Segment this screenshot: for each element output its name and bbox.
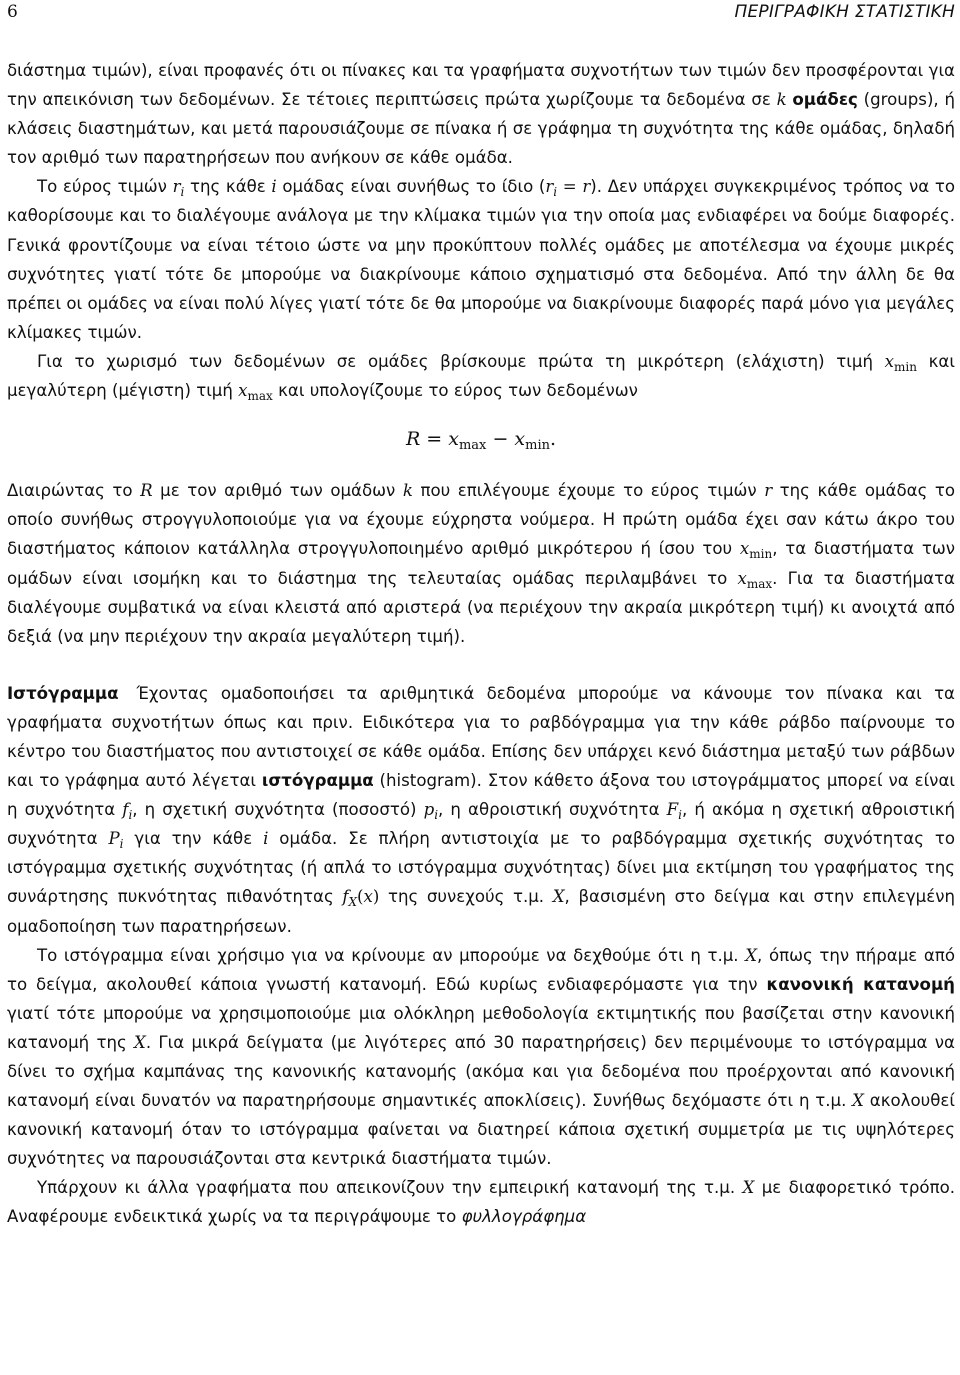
term-normal-distribution: κανονική κατανομή (766, 974, 955, 994)
page (7, 0, 955, 1232)
paragraph-histogram: Ιστόγραμμα Έχοντας ομαδοποιήσει τα αριθμητικά δεδομένα μπορούμε να κάνουμε τον πίνακα και τα γραφήματα συχνοτήτων όπως και πριν. Ειδικότερα για το ραβδόγραμμα για την κάθε ράβδο παίρνουμε το κέντρο του διαστήματος που αντιστοιχεί σε κάθε ομάδα. Επίσης δεν υπάρχει κενό διάστημα μεταξύ των ράβδων και το γράφημα αυτό λέγεται ιστόγραμμα (histogram). Στον κάθετο άξονα του ιστογράμματος μπορεί να είναι η συχνότητα $f_i$, η σχετική συχνότητα (ποσοστό) $p_i$, η αθροιστική συχνότητα $F_i$, ή ακόμα η σχετική αθροιστική συχνότητα $P_i$ για την κάθε i ομάδα. Σε πλήρη αντιστοιχία με το ραβδόγραμμα σχετικής συχνότητας το ιστόγραμμα σχετικής συχνότητας (ή απλά το ιστόγραμμα συχνότητας) δίνει μια εκτίμηση του γραφήματος της συνάρτησης πυκνότητας πιθανότητας $f_X(x)$ της συνεχούς τ.μ. X, βασισμένη στο δείγμα και στην επιλεγμένη ομαδοποίηση των παρατηρήσεων. (7, 683, 956, 936)
section-gap (7, 651, 955, 679)
paragraph-intervals: Διαιρώντας το R με τον αριθμό των ομάδων k που επιλέγουμε έχουμε το εύρος τιμών r της κάθε ομάδας το οποίο συνήθως στρογγυλοποιούμε για να έχουμε εύχρηστα νούμερα. Η πρώτη ομάδα έχει σαν κάτω άκρο του διαστήματος κάποιον κατάλληλα στρογγυλοποιημένο αριθμό μικρότερου ή ίσου του $x_{min}$, τα διαστήματα των ομάδων είναι ισομήκη και το διάστημα της τελευταίας ομάδας περιλαμβάνει το $x_{max}$. Για τα διαστήματα διαλέγουμε συμβατικά να είναι κλειστά από αριστερά (να περιέχουν την ακραία μικρότερη τιμή) κι ανοιχτά από δεξιά (να μην περιέχουν την ακραία μεγαλύτερη τιμή). (7, 481, 956, 646)
section-heading-histogram: Ιστόγραμμα (7, 683, 119, 703)
body-text (7, 56, 955, 1232)
range-formula: $R = x_{max} - x_{min}$. (405, 428, 557, 454)
term-stem-leaf: φυλλογράφημα (461, 1207, 587, 1227)
paragraph-groups: διάστημα τιμών), είναι προφανές ότι οι πίνακες και τα γραφήματα συχνοτήτων των τιμών δεν προσφέρονται για την απεικόνιση των δεδομένων. Σε τέτοιες περιπτώσεις πρώτα χωρίζουμε τα δεδομένα σε k ομάδες (groups), ή κλάσεις διαστημάτων, και μετά παρουσιάζουμε σε πίνακα ή σε γράφημα τη συχνότητα της κάθε ομάδας, δηλαδή τον αριθμό των παρατηρήσεων που ανήκουν σε κάθε ομάδα. (7, 61, 955, 168)
running-header (7, 0, 955, 34)
paragraph-range: Το εύρος τιμών $r_i$ της κάθε i ομάδας είναι συνήθως το ίδιο $(r_i = r)$. Δεν υπάρχει συγκεκριμένος τρόπος να το καθορίσουμε και το διαλέγουμε ανάλογα με την κλίμακα τιμών για την οποία μας ενδιαφέρει να δούμε διαφορές. Γενικά φροντίζουμε να είναι τέτοιο ώστε να μην προκύπτουν πολλές ομάδες με αποτέλεσμα να έχουμε μικρές συχνότητες γιατί τότε δε μπορούμε να διακρίνουμε κάποιο σχηματισμό στα δεδομένα. Από την άλλη δε θα πρέπει οι ομάδες να είναι πολύ λίγες γιατί τότε δε θα μπορούμε να διακρίνουμε διαφορές παρά μόνο για μεγάλες κλίμακες τιμών. (7, 177, 955, 342)
page-number: 6 (7, 2, 18, 22)
paragraph-other-graphs: Υπάρχουν κι άλλα γραφήματα που απεικονίζουν την εμπειρική κατανομή της τ.μ. X με διαφορετικό τρόπο. Αναφέρουμε ενδεικτικά χωρίς να τα περιγράψουμε το φυλλογράφημα (7, 1178, 955, 1227)
paragraph-normal: Το ιστόγραμμα είναι χρήσιμο για να κρίνουμε αν μπορούμε να δεχθούμε ότι η τ.μ. X, όπως την πήραμε από το δείγμα, ακολουθεί κάποια γνωστή κατανομή. Εδώ κυρίως ενδιαφερόμαστε για την κανονική κατανομή γιατί τότε μπορούμε να χρησιμοποιούμε μια ολόκληρη μεθοδολογία εκτιμητικής που βασίζεται στην κανονική κατανομή της X. Για μικρά δείγματα (με λιγότερες από 30 παρατηρήσεις) δεν περιμένουμε το ιστόγραμμα να δίνει το σχήμα καμπάνας της κανονικής κατανομής (ακόμα και για δεδομένα που προέρχονται από κανονική κατανομή είναι δυνατόν να παρατηρήσουμε σημαντικές αποκλίσεις). Συνήθως δεχόμαστε ότι η τ.μ. X ακολουθεί κανονική κατανομή όταν το ιστόγραμμα φαίνεται να διατηρεί κάποια σχετική συμμετρία με τις υψηλότερες συχνότητες να παρουσιάζονται στα κεντρικά διαστήματα τιμών. (7, 945, 955, 1169)
running-title: ΠΕΡΙΓΡΑΦΙΚΗ ΣΤΑΤΙΣΤΙΚΗ (734, 2, 955, 22)
term-histogram: ιστόγραμμα (261, 771, 374, 791)
paragraph-min-max: Για το χωρισμό των δεδομένων σε ομάδες βρίσκουμε πρώτα τη μικρότερη (ελάχιστη) τιμή $x_{min}$ και μεγαλύτερη (μέγιστη) τιμή $x_{max}$ και υπολογίζουμε το εύρος των δεδομένων (7, 351, 955, 404)
term-groups: ομάδες (792, 90, 858, 110)
